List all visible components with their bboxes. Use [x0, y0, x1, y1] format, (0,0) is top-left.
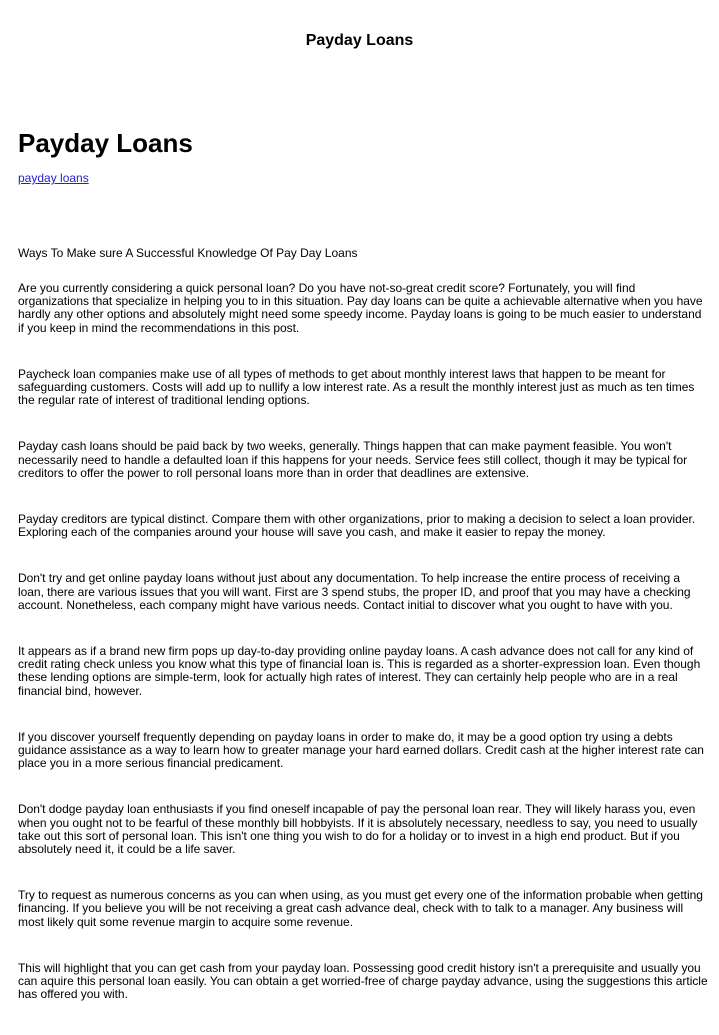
paragraph: Paycheck loan companies make use of all types of methods to get about monthly interest laws that happen to be meant for safeguarding customers. Costs will add up to nullify a low interest rate. As a result the monthly interest just as much as ten times the regular rate of interest of traditional lending options.	[18, 366, 695, 408]
paragraph: It appears as if a brand new firm pops up day-to-day providing online payday loans. A cash advance does not call for any kind of credit rating check unless you know what this type of financial loan is. This is regarded as a shorter-expression loan. Even though these lending options are simple-term, look for actually high rates of interest. They can certainly help people who are in a real financial bind, however.	[18, 644, 701, 698]
paragraph: Don't dodge payday loan enthusiasts if you find oneself incapable of pay the personal loan rear. They will likely harass you, even when you ought not to be fearful of these monthly bill hobbyists. If it is absolutely necessary, needless to say, you need to usually take out this sort of personal loan. This isn't one thing you wish to do for a holiday or to invest in a high end product. But if you absolutely need it, it could be a life saver.	[18, 802, 698, 857]
paragraph: Payday cash loans should be paid back by two weeks, generally. Things happen that can make payment feasible. You won't necessarily need to handle a defaulted loan if this happens for your needs. Service fees still collect, though it may be typical for creditors to offer the power to roll personal loans more than in order that deadlines are extensive.	[18, 439, 688, 480]
paragraph: This will highlight that you can get cash from your payday loan. Possessing good credit history isn't a prerequisite and usually you can aquire this personal loan easily. You can obtain a get worried-free of charge payday advance, using the suggestions this article has offered you with.	[18, 960, 708, 1002]
article-title: Payday Loans	[18, 128, 193, 158]
paragraph: Payday creditors are typical distinct. Compare them with other organizations, prior to making a decision to select a loan provider. Exploring each of the companies around your house will save you cash, and make it easier to repay the money.	[18, 512, 696, 540]
article-subtitle: Ways To Make sure A Successful Knowledge Of Pay Day Loans	[18, 246, 358, 260]
paragraph: Try to request as numerous concerns as you can when using, as you must get every one of the information probable when getting financing. If you believe you will be not receiving a great cash advance deal, check with to talk to a manager. Any business will most likely quit some revenue margin to acquire some revenue.	[18, 888, 703, 929]
page-header-title: Payday Loans	[305, 32, 414, 49]
payday-loans-link[interactable]: payday loans	[18, 171, 89, 185]
paragraph: Are you currently considering a quick personal loan? Do you have not-so-great credit score? Fortunately, you will find organizations that specialize in helping you to in this situation. Pay day loans can be quite a achievable alternative when you have hardly any other options and absolutely might need some speedy income. Payday loans is going to be much easier to understand if you keep in mind the recommendations in this post.	[18, 281, 703, 335]
paragraph: Don't try and get online payday loans without just about any documentation. To help increase the entire process of receiving a loan, there are various issues that you will want. First are 3 spend stubs, the proper ID, and proof that you may have a checking account. Nonetheless, each company might have various needs. Contact initial to discover what you ought to have with you.	[18, 571, 691, 612]
paragraph: If you discover yourself frequently depending on payday loans in order to make do, it may be a good option try using a debts guidance assistance as a way to learn how to greater manage your hard earned dollars. Credit cash at the higher interest rate can place you in a more serious financial predicament.	[18, 729, 704, 771]
article-body	[18, 282, 708, 1035]
